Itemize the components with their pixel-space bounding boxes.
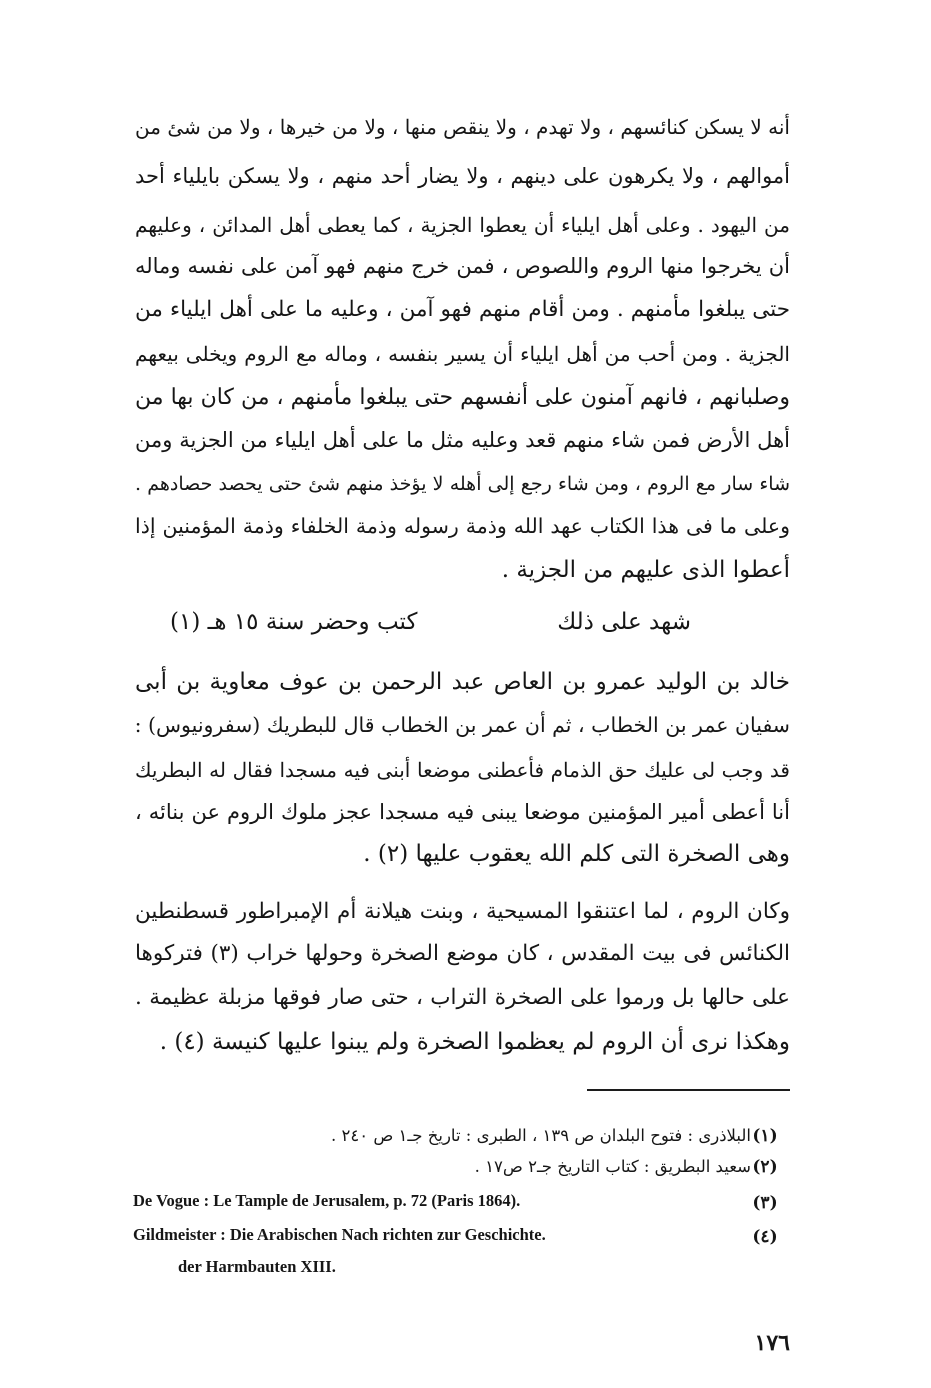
footnote-number: (٢) bbox=[752, 1157, 778, 1177]
text-line: من اليهود . وعلى أهل ايلياء أن يعطوا الجزية ، كما يعطى أهل المدائن ، وعليهم bbox=[135, 213, 790, 237]
written-date-label: كتب وحضر سنة ١٥ هـ (١) bbox=[170, 609, 418, 635]
footnote-number: (٣) bbox=[752, 1193, 778, 1213]
text-line: الجزية . ومن أحب من أهل ايلياء أن يسير بنفسه ، وماله مع الروم ويخلى بيعهم bbox=[135, 342, 790, 366]
footnote-text: سعيد البطريق : كتاب التاريخ جـ٢ ص١٧ . bbox=[474, 1157, 751, 1176]
text-line: الكنائس فى بيت المقدس ، كان موضع الصخرة وحولها خراب (٣) فتركوها bbox=[135, 941, 790, 966]
text-line: سفيان عمر بن الخطاب ، ثم أن عمر بن الخطاب قال للبطريك (سفرونيوس) : bbox=[134, 713, 790, 737]
text-line: وعلى ما فى هذا الكتاب عهد الله وذمة رسوله وذمة الخلفاء وذمة المؤمنين إذا bbox=[135, 514, 790, 538]
text-line: وصلبانهم ، فانهم آمنون على أنفسهم حتى يبلغوا مأمنهم ، من كان بها من bbox=[135, 385, 790, 410]
footnote-number: (١) bbox=[752, 1126, 778, 1146]
text-line: أن يخرجوا منها الروم واللصوص ، فمن خرج منهم فهو آمن على نفسه وماله bbox=[135, 254, 790, 278]
text-line: أموالهم ، ولا يكرهون على دينهم ، ولا يضار أحد منهم ، ولا يسكن بايلياء أحد bbox=[135, 164, 790, 188]
footnote-text: البلاذرى : فتوح البلدان ص ١٣٩ ، الطبرى : تاريخ جـ١ ص ٢٤٠ . bbox=[331, 1126, 751, 1145]
text-line: وكان الروم ، لما اعتنقوا المسيحية ، وبنت هيلانة أم الإمبراطور قسطنطين bbox=[135, 899, 790, 924]
text-line: حتى يبلغوا مأمنهم . ومن أقام منهم فهو آمن ، وعليه ما على أهل ايلياء من bbox=[135, 297, 791, 322]
footnote-text-continued: der Harmbauten XIII. bbox=[178, 1257, 336, 1276]
footnote-text: Gildmeister : Die Arabischen Nach richten zur Geschichte. bbox=[133, 1225, 546, 1244]
text-line: شاء سار مع الروم ، ومن شاء رجع إلى أهله لا يؤخذ منهم شئ حتى يحصد حصادهم . bbox=[135, 473, 790, 495]
text-line: أعطوا الذى عليهم من الجزية . bbox=[501, 557, 790, 583]
text-line: على حالها بل ورموا على الصخرة التراب ، حتى صار فوقها مزبلة عظيمة . bbox=[135, 985, 790, 1010]
text-line: قد وجب لى عليك حق الذمام فأعطنى موضعا أبنى فيه مسجدا فقال له البطريك bbox=[135, 758, 790, 782]
footnote-text: De Vogue : Le Tample de Jerusalem, p. 72 (Paris 1864). bbox=[133, 1191, 521, 1210]
footnote-divider bbox=[587, 1089, 790, 1091]
text-line: أنه لا يسكن كنائسهم ، ولا تهدم ، ولا ينقص منها ، ولا من خيرها ، ولا من شئ من bbox=[135, 115, 790, 139]
witness-label: شهد على ذلك bbox=[557, 609, 691, 635]
text-line: أهل الأرض فمن شاء منهم قعد وعليه مثل ما على أهل ايلياء من الجزية ومن bbox=[135, 428, 790, 452]
footnote-number: (٤) bbox=[752, 1227, 778, 1247]
text-line: أنا أعطى أمير المؤمنين موضعا يبنى فيه مسجدا عجز ملوك الروم عن بنائه ، bbox=[135, 800, 790, 824]
page-number: ١٧٦ bbox=[754, 1330, 790, 1356]
text-line: وهى الصخرة التى كلم الله يعقوب عليها (٢) . bbox=[363, 841, 790, 867]
text-line: وهكذا نرى أن الروم لم يعظموا الصخرة ولم يبنوا عليها كنيسة (٤) . bbox=[159, 1029, 790, 1055]
text-line: خالد بن الوليد عمرو بن العاص عبد الرحمن بن عوف معاوية بن أبى bbox=[135, 669, 790, 695]
